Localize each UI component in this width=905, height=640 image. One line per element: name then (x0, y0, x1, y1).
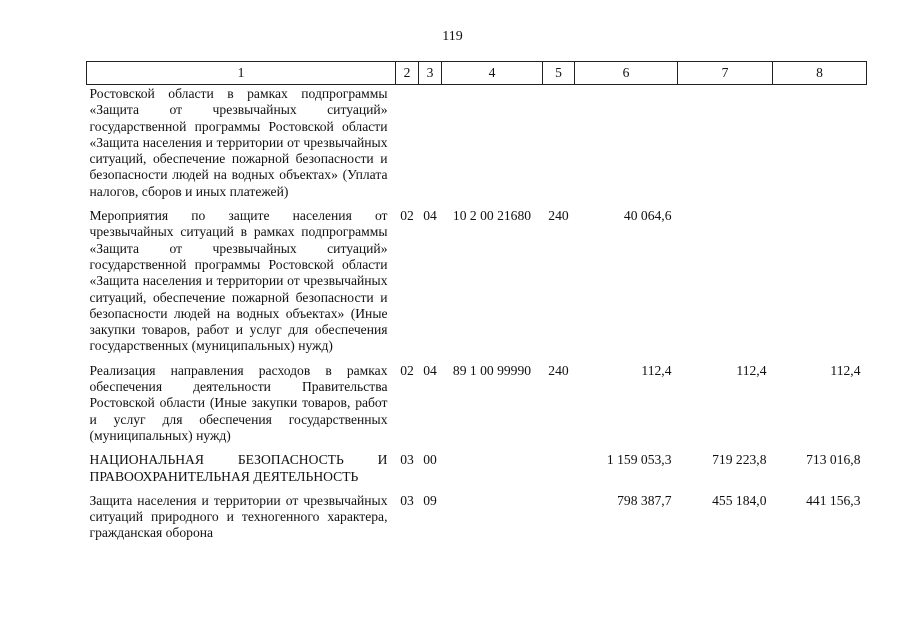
amount-col8 (773, 205, 867, 360)
subsection-code: 04 (423, 208, 437, 224)
amount-col8: 713 016,8 (806, 452, 861, 468)
row-description: Реализация направления расходов в рамках обеспечения деятельности Правительства Ростовской области (Иные закупки товаров, работ и услуг для обеспечения государственных (муниципальных) нужд) (89, 362, 388, 443)
column-header: 6 (575, 62, 678, 85)
section-code (396, 85, 419, 206)
amount-col7: 112,4 (736, 362, 767, 378)
expense-type-code (543, 449, 575, 490)
amount-col8: 441 156,3 (806, 492, 861, 508)
table-row (87, 360, 867, 449)
amount-col6: 1 159 053,3 (606, 452, 672, 468)
amount-col7 (678, 85, 773, 206)
amount-col6: 798 387,7 (617, 492, 672, 508)
target-article-code: 10 2 00 21680 (452, 208, 532, 224)
expense-type-code: 240 (548, 362, 569, 378)
amount-col7: 455 184,0 (712, 492, 767, 508)
subsection-code: 09 (423, 492, 437, 508)
column-header: 3 (419, 62, 442, 85)
page-number: 119 (442, 29, 463, 44)
row-description: Мероприятия по защите населения от чрезвычайных ситуаций в рамках подпрограммы «Защита от чрезвычайных ситуаций» государственной программы Ростовской области «Защита населения и территории от чрезвычайных ситуаций, обеспечение пожарной безопасности и безопасности людей на водных объектах» (Иные закупки товаров, работ и услуг для обеспечения государственных (муниципальных) нужд) (89, 208, 388, 354)
column-header: 2 (396, 62, 419, 85)
target-article-code (442, 490, 543, 547)
column-header: 4 (442, 62, 543, 85)
section-code: 03 (400, 452, 414, 468)
column-header: 7 (678, 62, 773, 85)
amount-col6 (575, 85, 678, 206)
table-row (87, 205, 867, 360)
amount-col6: 112,4 (641, 362, 672, 378)
budget-table (86, 61, 867, 547)
column-header: 5 (543, 62, 575, 85)
amount-col7 (678, 205, 773, 360)
column-header: 8 (773, 62, 867, 85)
subsection-code: 00 (423, 452, 437, 468)
subsection-code (419, 85, 442, 206)
section-code: 02 (400, 208, 414, 224)
row-description: НАЦИОНАЛЬНАЯ БЕЗОПАСНОСТЬ И ПРАВООХРАНИТЕЛЬНАЯ ДЕЯТЕЛЬНОСТЬ (89, 452, 388, 484)
row-description: Ростовской области в рамках подпрограммы «Защита от чрезвычайных ситуаций» государственной программы Ростовской области «Защита населения и территории от чрезвычайных ситуаций, обеспечение пожарной безопасности и безопасности людей на водных объектах» (Уплата налогов, сборов и иных платежей) (89, 86, 388, 199)
table-row (87, 85, 867, 206)
column-header: 1 (87, 62, 396, 85)
table-row (87, 490, 867, 547)
target-article-code (442, 85, 543, 206)
amount-col8 (773, 85, 867, 206)
amount-col6: 40 064,6 (623, 208, 672, 224)
section-code: 02 (400, 362, 414, 378)
amount-col8: 112,4 (830, 362, 861, 378)
section-code: 03 (400, 492, 414, 508)
target-article-code: 89 1 00 99990 (452, 362, 532, 378)
subsection-code: 04 (423, 362, 437, 378)
row-description: Защита населения и территории от чрезвычайных ситуаций природного и техногенного характера, гражданская оборона (89, 492, 388, 541)
expense-type-code: 240 (548, 208, 569, 224)
expense-type-code (543, 490, 575, 547)
expense-type-code (543, 85, 575, 206)
amount-col7: 719 223,8 (712, 452, 767, 468)
target-article-code (442, 449, 543, 490)
table-header-row (87, 62, 867, 85)
table-row (87, 449, 867, 490)
